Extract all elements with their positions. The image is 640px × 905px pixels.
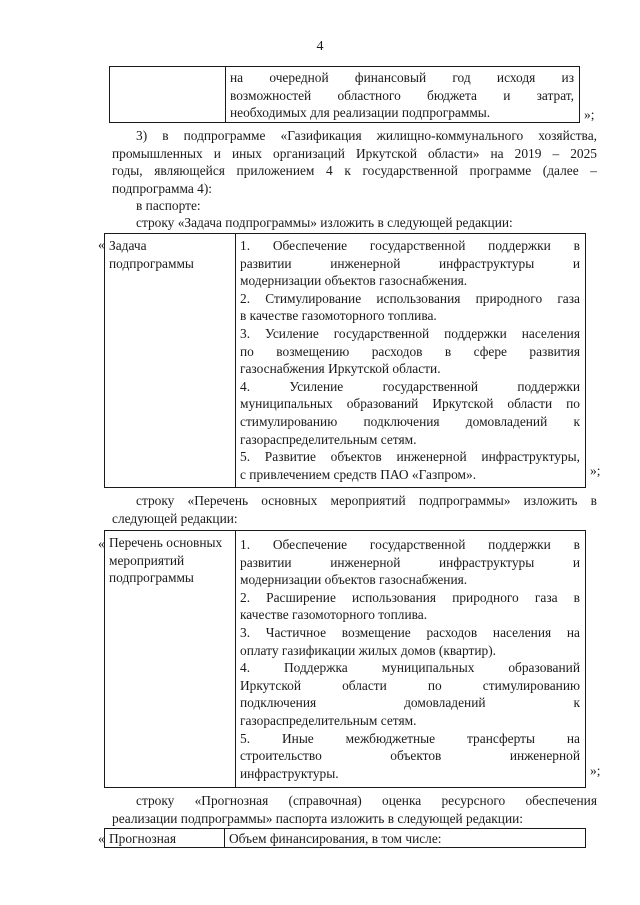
forecast-table-value: Объем финансирования, в том числе: xyxy=(229,831,442,846)
quote-open-mark: « xyxy=(98,536,105,551)
task-intro-text: строку «Задача подпрограммы» изложить в следующей редакции: xyxy=(136,215,513,230)
text-line: 2. Расширение использования природного газа в xyxy=(240,589,580,605)
task-table-text xyxy=(240,237,580,483)
text-line: 5. Иные межбюджетные трансферты на xyxy=(240,730,580,746)
text-line: 2. Стимулирование использования природного газа xyxy=(240,290,580,306)
quote-open-mark: « xyxy=(98,831,105,846)
text-line: с привлечением средств ПАО «Газпром». xyxy=(240,466,477,482)
text-line: развитии инженерной инфраструктуры и xyxy=(240,255,580,271)
text-line: стимулированию подключения домовладений к xyxy=(240,413,580,429)
text-line: промышленных и иных организаций Иркутской области» на 2019 – 2025 xyxy=(112,145,597,161)
text-line: необходимых для реализации подпрограммы. xyxy=(230,105,491,121)
text-line: возможностей областного бюджета и затрат, xyxy=(230,87,574,103)
text-line: Перечень основных xyxy=(109,535,223,550)
continuation-table xyxy=(109,66,580,123)
text-line: газораспределительным сетям. xyxy=(240,712,417,728)
task-table-label xyxy=(109,237,231,272)
text-line: строку «Перечень основных мероприятий подпрограммы» изложить в xyxy=(136,493,597,508)
text-line: подключения домовладений к xyxy=(240,695,580,711)
text-line: в качестве газомоторного топлива. xyxy=(240,308,437,324)
events-table-label xyxy=(109,534,231,587)
quote-close-mark: »; xyxy=(584,107,595,122)
text-line: Задача xyxy=(109,238,147,253)
forecast-table xyxy=(104,828,586,848)
text-line: инфраструктуры. xyxy=(240,765,339,781)
in-passport-text: в паспорте: xyxy=(136,198,201,213)
forecast-table-label: Прогнозная xyxy=(109,831,176,846)
text-line: 1. Обеспечение государственной поддержки в xyxy=(240,238,580,253)
text-line: годы, являющейся приложением 4 к государственной программе (далее – xyxy=(112,163,597,179)
quote-close-mark: »; xyxy=(590,763,601,778)
text-line: модернизации объектов газоснабжения. xyxy=(240,273,468,289)
text-line: 4. Усиление государственной поддержки xyxy=(240,378,580,394)
text-line: на очередной финансовый год исходя из xyxy=(230,70,574,85)
page-number: 4 xyxy=(316,39,324,54)
text-line: по возмещению расходов в сфере развития xyxy=(240,343,580,359)
text-line: реализации подпрограммы» паспорта изложить в следующей редакции: xyxy=(112,810,524,826)
text-line: 1. Обеспечение государственной поддержки в xyxy=(240,537,580,552)
text-line: качестве газомоторного топлива. xyxy=(240,607,428,623)
text-line: строку «Прогнозная (справочная) оценка ресурсного обеспечения xyxy=(136,793,597,808)
text-line: подпрограммы xyxy=(109,570,194,586)
paragraph-3 xyxy=(112,127,597,197)
events-intro xyxy=(112,492,597,527)
continuation-table-text xyxy=(230,69,574,122)
text-line: 3. Частичное возмещение расходов населения на xyxy=(240,624,580,640)
text-line: 3) в подпрограмме «Газификация жилищно-коммунального хозяйства, xyxy=(136,128,597,143)
text-line: подпрограмма 4): xyxy=(112,180,212,196)
events-table-text xyxy=(240,536,580,782)
text-line: развитии инженерной инфраструктуры и xyxy=(240,554,580,570)
text-line: газораспределительным сетям. xyxy=(240,431,417,447)
text-line: Иркутской области по стимулированию xyxy=(240,677,580,693)
events-table xyxy=(104,530,586,788)
text-line: 4. Поддержка муниципальных образований xyxy=(240,660,580,676)
text-line: газоснабжения Иркутской области. xyxy=(240,361,441,377)
quote-close-mark: »; xyxy=(590,463,601,478)
text-line: 5. Развитие объектов инженерной инфраструктуры, xyxy=(240,449,580,465)
text-line: муниципальных образований Иркутской области по xyxy=(240,396,580,412)
quote-open-mark: « xyxy=(98,237,105,252)
task-table xyxy=(104,233,586,488)
forecast-intro xyxy=(112,792,597,827)
text-line: оплату газификации жилых домов (квартир). xyxy=(240,642,497,658)
text-line: модернизации объектов газоснабжения. xyxy=(240,572,468,588)
text-line: 3. Усиление государственной поддержки населения xyxy=(240,325,580,341)
text-line: следующей редакции: xyxy=(112,510,238,526)
text-line: строительство объектов инженерной xyxy=(240,748,580,764)
text-line: мероприятий xyxy=(109,552,185,568)
text-line: подпрограммы xyxy=(109,255,194,271)
